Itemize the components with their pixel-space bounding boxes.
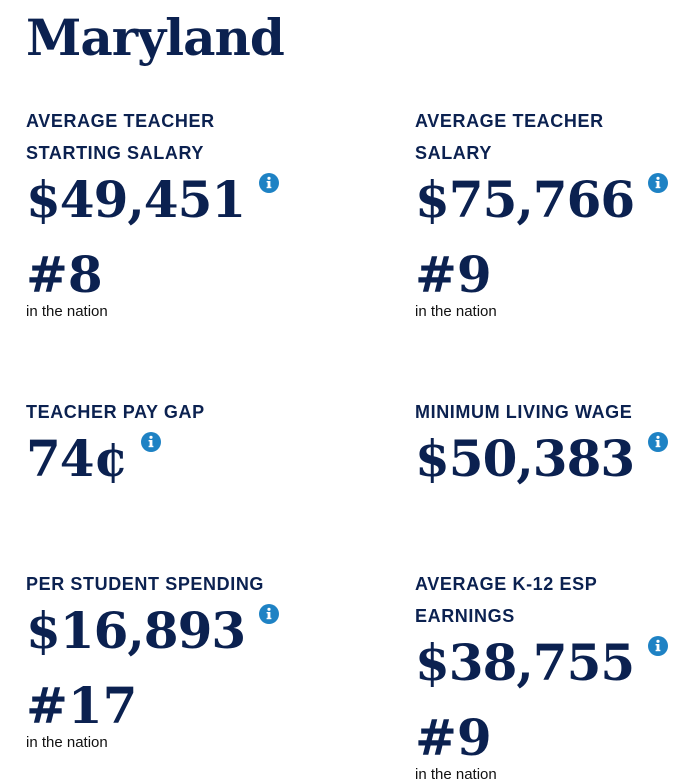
stat-value-row bbox=[415, 634, 695, 692]
stat-value: $75,766 bbox=[415, 170, 635, 229]
info-icon[interactable] bbox=[648, 636, 668, 656]
stat-value-row bbox=[26, 430, 296, 488]
stat-value: $16,893 bbox=[26, 601, 246, 660]
stat-average-k12-esp-earnings bbox=[415, 568, 695, 784]
stat-value-row bbox=[415, 430, 685, 488]
stat-label: AVERAGE TEACHER SALARY bbox=[415, 111, 604, 163]
stat-label: MINIMUM LIVING WAGE bbox=[415, 402, 633, 422]
info-icon[interactable] bbox=[141, 432, 161, 452]
stat-value-row bbox=[26, 602, 296, 660]
stat-average-teacher-starting-salary bbox=[26, 105, 296, 321]
rank-caption: in the nation bbox=[415, 303, 497, 320]
stat-per-student-spending bbox=[26, 568, 296, 752]
stat-label: PER STUDENT SPENDING bbox=[26, 574, 265, 594]
stat-teacher-pay-gap bbox=[26, 396, 296, 488]
page-title: Maryland bbox=[26, 8, 284, 67]
rank-value: #17 bbox=[26, 676, 138, 735]
rank-caption: in the nation bbox=[415, 766, 497, 783]
rank-value: #9 bbox=[415, 708, 492, 767]
stat-label: AVERAGE K-12 ESP EARNINGS bbox=[415, 574, 597, 626]
info-icon[interactable] bbox=[259, 604, 279, 624]
stat-value: 74¢ bbox=[26, 429, 128, 488]
info-icon[interactable] bbox=[648, 432, 668, 452]
info-icon[interactable] bbox=[259, 173, 279, 193]
stat-value: $49,451 bbox=[26, 170, 246, 229]
stat-value: $50,383 bbox=[415, 429, 635, 488]
rank-caption: in the nation bbox=[26, 303, 108, 320]
stat-label: TEACHER PAY GAP bbox=[26, 402, 205, 422]
rank-value: #9 bbox=[415, 245, 492, 304]
stat-value-row bbox=[26, 171, 296, 229]
stat-label: AVERAGE TEACHER STARTING SALARY bbox=[26, 111, 215, 163]
info-icon[interactable] bbox=[648, 173, 668, 193]
rank-value: #8 bbox=[26, 245, 103, 304]
stat-value-row bbox=[415, 171, 685, 229]
rank-caption: in the nation bbox=[26, 734, 108, 751]
stat-value: $38,755 bbox=[415, 633, 635, 692]
stat-minimum-living-wage bbox=[415, 396, 685, 488]
stat-average-teacher-salary bbox=[415, 105, 685, 321]
